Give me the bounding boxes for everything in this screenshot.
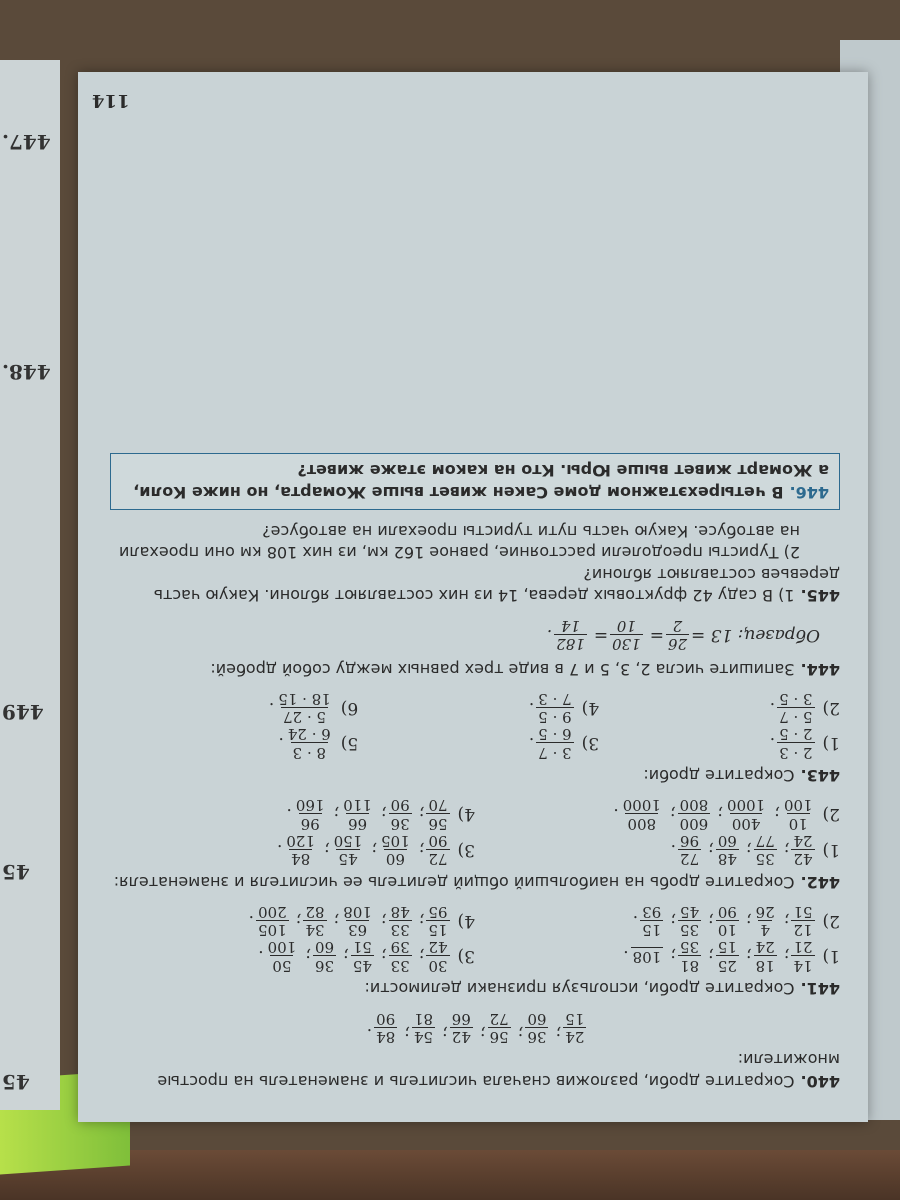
table-surface [0,1150,900,1200]
numerator: 18 [755,956,775,975]
fraction [351,938,374,974]
denominator: 26 [755,902,775,921]
exercise-number: 446. [789,483,829,503]
exercise [110,903,840,1000]
denominator: 160 [295,796,325,815]
numerator: 56 [428,814,448,833]
numerator: 48 [717,850,737,869]
exercise-task [110,658,840,680]
fraction-group [599,725,840,761]
numerator: 8 · 3 [292,743,326,762]
fraction [426,832,449,868]
numerator: 10 [717,921,737,940]
separator: ; [380,946,387,967]
denominator: 90 [390,796,410,815]
adjacent-page-left [0,60,60,1110]
separator: ; [783,946,790,967]
fraction-row [110,1009,840,1045]
exercise-number: 441. [800,979,840,999]
denominator: 105 [381,831,410,850]
denominator: 150 [333,831,363,850]
numerator: 56 [489,1027,509,1046]
denominator: 15 [565,1009,585,1028]
exercise [110,690,840,787]
exercise-task [121,460,829,503]
separator: ; [333,910,340,931]
numerator: 105 [258,921,287,940]
numerator: 2 · 3 [779,743,813,762]
fraction [678,903,701,939]
exercise-task [110,765,840,787]
denominator: 42 [428,938,448,957]
separator: . [769,697,776,718]
denominator: 48 [390,902,410,921]
fraction [450,1009,473,1045]
fraction-group [475,903,840,939]
group-label: 3) [581,733,600,754]
denominator: 800 [679,796,709,815]
fraction [716,938,739,974]
numerator: 72 [428,850,448,869]
exercise-task [110,978,840,1000]
exercise-text: В четырехэтажном доме Сакен живет выше Жомарта, но ниже Коли, а Жомарт живет выше Юры. Кто на каком этаже живет? [133,461,829,503]
fraction [284,832,317,868]
exercise-number: 444. [800,659,840,679]
separator: ; [343,946,349,967]
group-label: 4) [457,910,475,931]
fraction [536,690,573,726]
page-number: 114 [92,90,130,112]
separator: ; [333,804,340,825]
denominator: 24 [793,831,813,850]
fraction-groups [110,690,840,761]
fraction [341,903,374,939]
numerator: 5 · 27 [283,708,326,727]
denominator: 95 [428,902,448,921]
numerator: 9 · 5 [538,708,572,727]
separator: . [623,946,629,967]
numerator: 26 [667,634,688,653]
exercise-list [110,443,840,1092]
separator: . [613,804,619,825]
denominator: 10 [616,616,636,635]
fraction [777,725,814,761]
exercise-number: 443. [800,766,840,786]
denominator: 6 · 5 [538,725,572,744]
group-label: 2) [822,910,840,931]
fraction [389,903,412,939]
fraction [389,796,412,832]
fraction [426,903,449,939]
separator: ; [745,946,752,967]
fraction [286,725,333,761]
page-content-rotated [78,72,868,1122]
numerator: 36 [314,956,335,975]
exercise-number: 445. [800,586,840,606]
denominator: 7 · 3 [538,689,572,708]
side-number: 45 [2,860,30,884]
numerator: 182 [556,634,585,653]
side-number: 448. [2,360,51,384]
numerator: 30 [428,956,448,975]
exercise-text: 1) В саду 42 фруктовых дерева, 14 из них составляют яблони. Какую часть деревьев составляют яблони? [153,564,840,606]
fraction-group [110,903,475,939]
exercise [110,453,840,510]
separator: ; [708,839,714,860]
group-label: 3) [457,839,475,860]
denominator: 100 [783,796,813,815]
denominator: 77 [755,831,775,850]
fraction [554,616,587,652]
exercise-number: 442. [800,872,840,892]
fraction [389,938,412,974]
side-number: 447. [2,130,51,154]
fraction-groups [110,903,840,974]
numerator: 54 [413,1027,434,1046]
numerator: 5 · 7 [779,708,813,727]
fraction [266,938,299,974]
denominator: 93 [642,902,662,921]
numerator: 36 [390,814,410,833]
fraction [716,903,739,939]
numerator: 35 [679,921,700,940]
exercise-text: Сократите дроби, используя признаки делимости: [364,979,795,999]
exercise [110,796,840,893]
side-number: 449 [2,700,44,724]
separator: . [769,733,776,754]
denominator: 110 [343,796,372,815]
numerator: 42 [451,1027,471,1046]
fraction [678,832,701,868]
fraction-group [358,690,599,726]
group-label: 1) [822,946,840,967]
numerator: 45 [338,850,358,869]
fraction-group [475,938,840,974]
fraction [754,832,777,868]
fraction-group [110,832,475,868]
fraction [678,796,711,832]
fraction [678,938,701,974]
separator: ; [418,910,425,931]
exercise [110,520,840,606]
separator: ; [717,804,723,825]
separator: ; [295,910,302,931]
fraction [716,832,739,868]
fraction [294,796,327,832]
fraction [791,832,814,868]
numerator: 60 [385,850,405,869]
sample-label: Образец: 13 = [691,624,820,645]
numerator: 84 [291,850,311,869]
fraction [725,796,767,832]
separator: ; [305,946,311,967]
separator: ; [418,946,425,967]
fraction-group [475,796,840,832]
fraction [754,938,777,974]
separator: ; [323,839,330,860]
fraction [563,1009,586,1045]
separator: ; [517,1023,524,1044]
separator: ; [380,910,387,931]
fraction [303,903,326,939]
fraction [525,1009,548,1045]
numerator: 84 [376,1027,396,1046]
denominator: 3 · 5 [779,689,813,708]
separator: = [593,624,609,645]
numerator: 96 [300,814,320,833]
numerator: 108 [632,948,662,967]
separator: . [258,946,264,967]
numerator: 800 [627,814,657,833]
exercise [110,1009,840,1092]
separator: . [366,1023,373,1044]
exercise-text: Запишите числа 2, 3, 5 и 7 в виде трех равных между собой дробей: [210,659,795,679]
separator: . [670,839,676,860]
numerator: 34 [305,921,325,940]
fraction [276,690,332,726]
fraction [782,796,815,832]
fraction [488,1009,511,1045]
exercise-text: Сократите дроби, разложив сначала числитель и знаменатель на простые множители: [157,1050,840,1091]
separator: ; [670,910,676,931]
group-label: 1) [822,839,840,860]
numerator: 33 [390,956,410,975]
denominator: 72 [489,1009,509,1028]
denominator: 66 [451,1009,471,1028]
fraction [791,903,814,939]
denominator: 90 [428,831,448,850]
fraction [640,903,663,939]
exercise-text-2: 2) Туристы преодолели расстояние, равное 162 км, из них 108 км они проехали на автобусе. Какую часть пути туристы проехали на автобусе? [118,521,800,563]
fraction [621,796,663,832]
denominator: 2 [672,616,683,635]
fraction-group [117,690,358,726]
numerator: 25 [717,956,737,975]
numerator: 15 [428,921,448,940]
fraction [426,796,449,832]
numerator: 14 [793,956,813,975]
separator: . [268,697,275,718]
denominator: 51 [352,938,372,957]
numerator: 42 [793,850,813,869]
denominator: 35 [679,938,700,957]
separator: ; [404,1023,410,1044]
exercise [110,616,840,679]
numerator: 24 [565,1027,585,1046]
denominator: 60 [314,938,335,957]
denominator: 24 [755,938,775,957]
numerator: 45 [352,956,372,975]
fraction [754,903,777,939]
separator: ; [745,910,752,931]
numerator: 36 [527,1027,547,1046]
numerator: 33 [390,921,410,940]
separator: ; [442,1023,448,1044]
separator: ; [555,1023,562,1044]
group-label: 5) [340,733,359,754]
denominator: 120 [286,831,315,850]
denominator: 90 [717,902,737,921]
denominator: 39 [390,938,410,957]
exercise-task [110,1049,840,1092]
numerator: 12 [793,921,813,940]
separator: ; [669,804,676,825]
fraction-group [110,796,475,832]
denominator: 96 [679,831,700,850]
fraction-group [117,725,358,761]
group-label: 6) [340,697,359,718]
numerator: 63 [348,921,368,940]
group-label: 1) [822,733,840,754]
exercise-text: Сократите дробь на наибольший общий делитель ее числителя и знаменателя: [113,872,795,892]
numerator: 66 [348,814,368,833]
denominator: 70 [428,796,448,815]
separator: ; [774,804,780,825]
numerator: 400 [731,814,761,833]
separator: . [632,910,639,931]
fraction [313,938,336,974]
fraction-group [110,938,475,974]
separator: . [546,624,553,645]
fraction [332,832,365,868]
fraction-groups [110,796,840,867]
exercise-task [110,871,840,893]
fraction [777,690,814,726]
denominator: 21 [793,938,813,957]
numerator: 81 [679,956,700,975]
separator: ; [418,839,425,860]
numerator: 35 [755,850,775,869]
sample [110,616,820,652]
separator: ; [418,804,425,825]
exercise-number: 440. [800,1072,840,1091]
fraction [412,1009,435,1045]
separator: ; [745,839,752,860]
separator: ; [783,839,790,860]
fraction [666,616,689,652]
fraction-group [599,690,840,726]
group-label: 2) [822,697,840,718]
separator: ; [371,839,378,860]
group-label: 3) [457,946,475,967]
separator: . [276,839,283,860]
separator: = [649,624,664,645]
separator: ; [708,910,714,931]
denominator: 100 [267,938,297,957]
denominator: 60 [527,1009,547,1028]
denominator: 108 [343,902,372,921]
separator: ; [783,910,790,931]
denominator: 18 · 15 [278,689,331,708]
group-label: 4) [457,804,475,825]
fraction [631,947,664,965]
fraction [791,938,814,974]
denominator: 1000 [726,796,766,815]
fraction-group [475,832,840,868]
fraction-group [358,725,599,761]
separator: . [528,697,535,718]
separator: . [528,733,535,754]
numerator: 3 · 7 [538,743,572,762]
denominator: 82 [305,902,325,921]
separator: ; [479,1023,486,1044]
separator: . [248,910,255,931]
denominator: 45 [679,902,700,921]
fraction [610,616,643,652]
exercise-task [110,563,840,606]
numerator: 72 [679,850,700,869]
fraction [341,796,374,832]
group-label: 4) [581,697,600,718]
fraction [256,903,289,939]
denominator: 14 [560,616,581,635]
denominator: 1000 [622,796,661,815]
denominator: 51 [793,902,813,921]
numerator: 10 [788,814,808,833]
denominator: 200 [258,902,287,921]
denominator: 60 [717,831,737,850]
separator: . [278,733,284,754]
exercise-text: Сократите дроби: [643,766,795,786]
numerator: 15 [642,921,662,940]
textbook-page [78,72,868,1122]
numerator: 600 [679,814,709,833]
separator: . [286,804,292,825]
group-label: 2) [822,804,840,825]
denominator: 15 [717,938,737,957]
denominator: 90 [376,1009,396,1028]
denominator: 81 [413,1009,434,1028]
fraction [379,832,412,868]
separator: ; [670,946,676,967]
numerator: 4 [760,921,770,940]
fraction [536,725,573,761]
fraction [426,938,449,974]
fraction [374,1009,397,1045]
separator: ; [708,946,714,967]
denominator: 6 · 24 [287,725,331,744]
side-number: 45 [2,1070,30,1094]
denominator: 2 · 5 [779,725,813,744]
separator: ; [380,804,387,825]
numerator: 130 [612,634,641,653]
numerator: 50 [272,956,292,975]
